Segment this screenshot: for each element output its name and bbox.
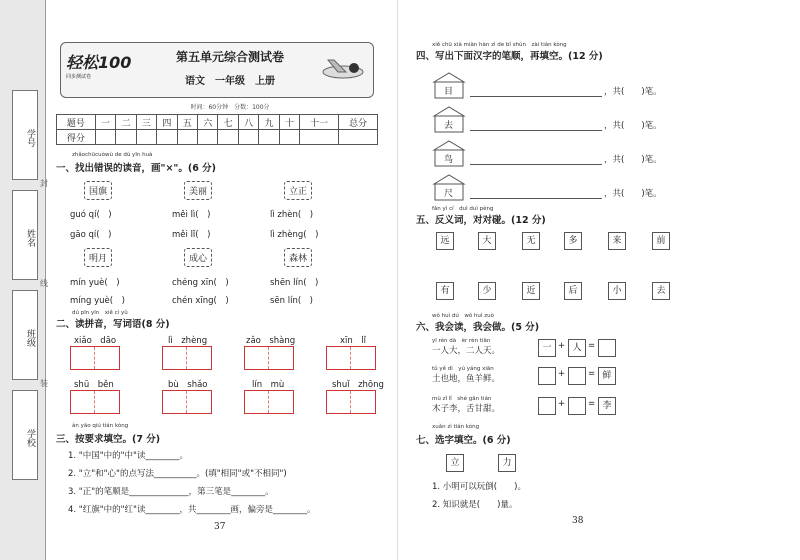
score-cell[interactable] (157, 130, 177, 145)
q4-char: 去 (444, 121, 454, 131)
table-cell: 九 (259, 115, 279, 130)
binder-label-name: 姓名 (12, 190, 38, 280)
writing-grid[interactable] (162, 346, 212, 370)
table-cell: 总分 (339, 115, 378, 130)
q7-pinyin: xuǎn zì tián kòng (432, 424, 480, 430)
table-cell: 八 (238, 115, 258, 130)
score-table-score-row (57, 130, 378, 145)
q2-pinyin-prompt: xiǎo dāo (74, 336, 117, 346)
q3-item: 1. "中国"中的"中"读________。 (68, 451, 188, 461)
q5-title: 五、反义词，对对碰。(12 分) (416, 215, 546, 226)
airplane-icon (318, 54, 368, 90)
q4-title: 四、写出下面汉字的笔顺，再填空。(12 分) (416, 51, 603, 62)
q6-line-pinyin: tǔ yě dì yú yáng xiān (432, 366, 494, 372)
score-cell[interactable] (177, 130, 197, 145)
q6-box[interactable] (568, 397, 586, 415)
exam-subtitle: 语文 一年级 上册 (185, 76, 275, 87)
q4-suffix: ，共( )笔。 (604, 121, 662, 131)
q6-box[interactable] (598, 339, 616, 357)
q4-suffix: ，共( )笔。 (604, 87, 662, 97)
cut-mark: 线 (40, 279, 48, 288)
antonym-card[interactable]: 远 (436, 232, 454, 250)
q2-pinyin-prompt: lín mù (252, 380, 285, 390)
q4-char: 鸟 (444, 155, 454, 165)
equals-icon: = (588, 341, 596, 351)
q4-pinyin: xiě chū xià miàn hàn zì de bǐ shùn zài tián kòng (432, 42, 567, 48)
q3-item: 3. "正"的笔顺是______________，第三笔是________。 (68, 487, 274, 497)
q6-pinyin: wǒ huì dú wǒ huì zuò (432, 313, 494, 319)
q1-word: 国旗 (84, 181, 112, 200)
q7-title: 七、选字填空。(6 分) (416, 435, 511, 446)
table-cell: 五 (177, 115, 197, 130)
score-cell[interactable] (279, 130, 299, 145)
q3-item: 4. "红旗"中的"红"读________，共________画，偏旁是________。 (68, 505, 316, 515)
q6-line-pinyin: mù zǐ lǐ shé gān tián (432, 396, 492, 402)
antonym-card[interactable]: 有 (436, 282, 454, 300)
q2-pinyin-prompt: zǎo shàng (246, 336, 296, 346)
house-char-box (432, 106, 466, 134)
score-cell[interactable] (136, 130, 156, 145)
q1-option[interactable]: měi lì( ) (172, 210, 211, 220)
page-number-right: 38 (572, 516, 584, 526)
table-cell: 题号 (57, 115, 96, 130)
q1-option[interactable]: chéng xīn( ) (172, 278, 229, 288)
q3-title: 三、按要求填空。(7 分) (56, 434, 161, 445)
writing-grid[interactable] (162, 390, 212, 414)
q6-title: 六、我会读，我会做。(5 分) (416, 322, 540, 333)
equals-icon: = (588, 369, 596, 379)
score-table-header-row (57, 115, 378, 130)
plus-icon: + (558, 369, 566, 379)
q1-option[interactable]: guó qí( ) (70, 210, 112, 220)
page-number-left: 37 (214, 522, 226, 532)
q6-line-pinyin: yī rén dà èr rén tiān (432, 338, 491, 344)
q4-suffix: ，共( )笔。 (604, 189, 662, 199)
q2-pinyin-prompt: shuǐ zhōng (332, 380, 384, 390)
exam-title: 第五单元综合测试卷 (175, 50, 284, 64)
q2-pinyin-prompt: xīn lǐ (340, 336, 367, 346)
score-cell[interactable] (259, 130, 279, 145)
q7-choice[interactable]: 立 (446, 454, 464, 472)
q2-pinyin-prompt: shū běn (74, 380, 114, 390)
q1-option[interactable]: měi lǐ( ) (172, 230, 211, 240)
q7-item: 1. 小明可以玩倒( )。 (432, 482, 526, 492)
table-cell: 十一 (300, 115, 339, 130)
house-char-box (432, 140, 466, 168)
q1-word: 美丽 (184, 181, 212, 200)
antonym-card[interactable]: 多 (564, 232, 582, 250)
table-cell: 一 (95, 115, 115, 130)
cut-mark: 封 (40, 179, 48, 188)
q1-option[interactable]: mín yuè( ) (70, 278, 120, 288)
cut-mark: 装 (40, 379, 48, 388)
table-cell: 六 (198, 115, 218, 130)
q5-pinyin: fǎn yì cí duì duì pèng (432, 206, 494, 212)
q6-box[interactable]: 人 (568, 339, 586, 357)
q7-choice[interactable]: 力 (498, 454, 516, 472)
writing-grid[interactable] (244, 390, 294, 414)
q6-box[interactable]: 一 (538, 339, 556, 357)
antonym-card[interactable]: 近 (522, 282, 540, 300)
score-cell[interactable] (339, 130, 378, 145)
exam-meta: 时间：60分钟 分数：100分 (190, 104, 270, 111)
plus-icon: + (558, 341, 566, 351)
q3-item: 2. "立"和"心"的点写法__________。(填"相同"或"不相同") (68, 469, 287, 479)
score-cell[interactable] (238, 130, 258, 145)
q4-answer-line[interactable] (470, 130, 602, 131)
q2-title: 二、读拼音，写词语(8 分) (56, 319, 170, 330)
page-divider (397, 0, 398, 560)
score-cell[interactable] (116, 130, 136, 145)
antonym-card[interactable]: 大 (478, 232, 496, 250)
q1-option[interactable]: lì zhèn( ) (270, 210, 314, 220)
q1-option[interactable]: gāo qí( ) (70, 230, 112, 240)
writing-grid[interactable] (70, 346, 120, 370)
antonym-card[interactable]: 后 (564, 282, 582, 300)
q6-box[interactable] (568, 367, 586, 385)
writing-grid[interactable] (326, 390, 376, 414)
q6-line-text: 木子李，舌甘甜。 (432, 404, 501, 414)
table-cell: 三 (136, 115, 156, 130)
antonym-card[interactable]: 前 (652, 232, 670, 250)
q1-option[interactable]: lì zhèng( ) (270, 230, 319, 240)
house-char-box (432, 174, 466, 202)
q6-line-text: 土也地，鱼羊鲜。 (432, 374, 501, 384)
q2-pinyin-prompt: bù shǎo (168, 380, 208, 390)
q4-suffix: ，共( )笔。 (604, 155, 662, 165)
score-cell[interactable] (218, 130, 238, 145)
plus-icon: + (558, 399, 566, 409)
table-cell: 二 (116, 115, 136, 130)
q6-line-text: 一人大，二人天。 (432, 346, 501, 356)
q4-char: 目 (444, 87, 454, 97)
binder-label-class: 班级 (12, 290, 38, 380)
q6-box[interactable] (538, 397, 556, 415)
antonym-card[interactable]: 来 (608, 232, 626, 250)
q1-pinyin: zhǎochūcuòwù de dú yīn huà (72, 152, 153, 158)
q4-char: 尺 (444, 189, 454, 199)
writing-grid[interactable] (326, 346, 376, 370)
q1-option[interactable]: míng yuè( ) (70, 296, 125, 306)
table-cell: 七 (218, 115, 238, 130)
q2-pinyin-prompt: lì zhèng (168, 336, 208, 346)
q1-option[interactable]: chén xīng( ) (172, 296, 229, 306)
table-cell: 四 (157, 115, 177, 130)
score-table (56, 114, 378, 145)
writing-grid[interactable] (244, 346, 294, 370)
binder-label-student-id: 学号 (12, 90, 38, 180)
q1-word: 成心 (184, 248, 212, 267)
brand-logo: 轻松100 同步测试卷 (66, 53, 132, 80)
q6-box[interactable] (538, 367, 556, 385)
writing-grid[interactable] (70, 390, 120, 414)
q7-item: 2. 知识就是( )量。 (432, 500, 518, 510)
house-char-box (432, 72, 466, 100)
q2-pinyin: dú pīn yīn xiě cí yǔ (72, 310, 128, 316)
table-cell: 得分 (57, 130, 96, 145)
binder-label-school: 学校 (12, 390, 38, 480)
q1-word: 立正 (284, 181, 312, 200)
q4-answer-line[interactable] (470, 198, 602, 199)
q1-option[interactable]: shēn lín( ) (270, 278, 319, 288)
antonym-card[interactable]: 少 (478, 282, 496, 300)
score-cell[interactable] (198, 130, 218, 145)
q1-title: 一、找出错误的读音，画"×"。(6 分) (56, 163, 216, 174)
q1-word: 明月 (84, 248, 112, 267)
q6-box[interactable]: 鲜 (598, 367, 616, 385)
q3-pinyin: àn yāo qiú tián kòng (72, 423, 129, 429)
antonym-card[interactable]: 小 (608, 282, 626, 300)
score-cell[interactable] (300, 130, 339, 145)
q1-option[interactable]: sēn lín( ) (270, 296, 313, 306)
equals-icon: = (588, 399, 596, 409)
table-cell: 十 (279, 115, 299, 130)
antonym-card[interactable]: 去 (652, 282, 670, 300)
q4-answer-line[interactable] (470, 164, 602, 165)
q4-answer-line[interactable] (470, 96, 602, 97)
q6-box[interactable]: 李 (598, 397, 616, 415)
score-cell[interactable] (95, 130, 115, 145)
antonym-card[interactable]: 无 (522, 232, 540, 250)
q1-word: 森林 (284, 248, 312, 267)
